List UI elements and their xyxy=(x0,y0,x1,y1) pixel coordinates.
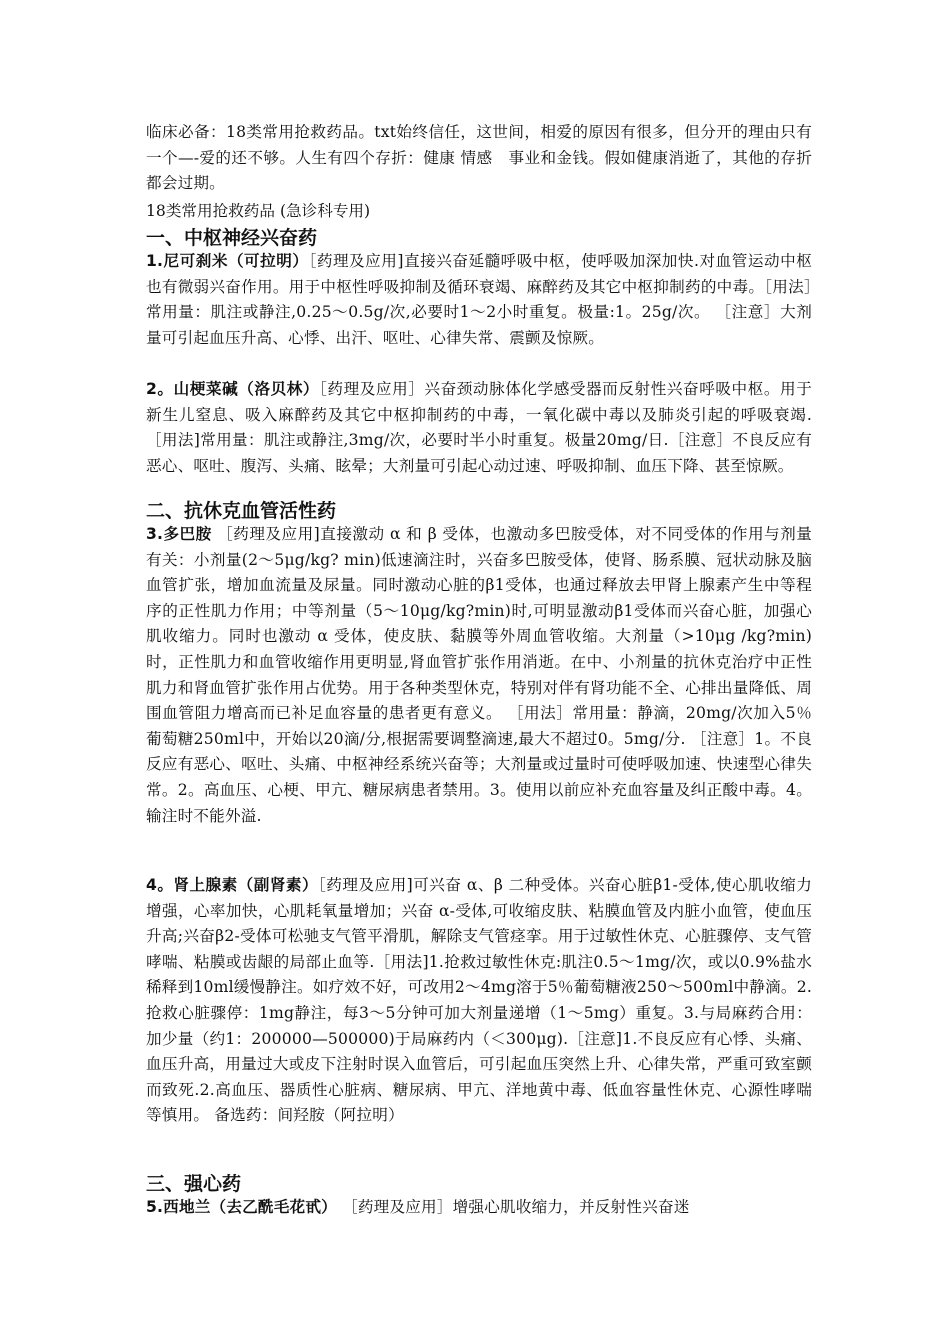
section-heading-cardiotonics: 三、强心药 xyxy=(146,1173,242,1195)
section-heading-cns-stimulants: 一、中枢神经兴奋药 xyxy=(146,227,318,249)
drug-description: ［药理及应用]可兴奋 α、β 二种受体。兴奋心脏β1-受体,使心肌收缩力增强，心率加快，心肌耗氧量增加；兴奋 α-受体,可收缩皮肤、粘膜血管及内脏小血管，使血压升高;兴奋β2-受体可松驰支气管平滑肌，解除支气管痉挛。用于过敏性休克、心脏骤停、支气管哮喘、粘膜或齿龈的局部止血等.［用法]1.抢救过敏性休克:肌注0.5～1mg/次，或以0.9%盐水稀释到10ml缓慢静注。如疗效不好，可改用2～4mg溶于5％葡萄糖液250～500ml中静滴。2.抢救心脏骤停：1mg静注，每3～5分钟可加大剂量递增（1～5mg）重复。3.与局麻药合用：加少量（约1：200000—500000)于局麻药内（＜300μg).［注意]1.不良反应有心悸、头痛、血压升高，用量过大或皮下注射时误入血管后，可引起血压突然上升、心律失常，严重可致室颤而致死.2.高血压、器质性心脏病、糖尿病、甲亢、洋地黄中毒、低血容量性休克、心源性哮喘等慎用。 备选药：间羟胺（阿拉明） xyxy=(146,876,812,1125)
drug-description: ［药理及应用］增强心肌收缩力，并反射性兴奋迷 xyxy=(336,1198,690,1216)
drug-name: 2。山梗菜碱（洛贝林） xyxy=(146,380,320,398)
drug-entry-lobeline xyxy=(146,377,812,479)
drug-name: 1.尼可刹米（可拉明） xyxy=(146,252,309,270)
drug-entry-epinephrine xyxy=(146,873,812,1129)
drug-description: ［药理及应用]直接兴奋延髓呼吸中枢，使呼吸加深加快.对血管运动中枢也有微弱兴奋作用。用于中枢性呼吸抑制及循环衰竭、麻醉药及其它中枢抑制药的中毒。［用法］常用量：肌注或静注,0.25～0.5g/次,必要时1～2小时重复。极量:1。25g/次。 ［注意］大剂量可引起血压升高、心悸、出汗、呕吐、心律失常、震颤及惊厥。 xyxy=(146,252,812,347)
section-heading-anti-shock-vasoactive: 二、抗休克血管活性药 xyxy=(146,500,337,522)
drug-name: 3.多巴胺 xyxy=(146,525,212,543)
drug-name: 5.西地兰（去乙酰毛花甙） xyxy=(146,1198,337,1216)
document-subtitle: 18类常用抢救药品 (急诊科专用) xyxy=(146,202,371,220)
drug-entry-deslanoside xyxy=(146,1195,812,1221)
drug-entry-dopamine xyxy=(146,522,812,829)
drug-description: ［药理及应用］兴奋颈动脉体化学感受器而反射性兴奋呼吸中枢。用于新生儿窒息、吸入麻醉药及其它中枢抑制药的中毒，一氧化碳中毒以及肺炎引起的呼吸衰竭.［用法]常用量：肌注或静注,3mg/次，必要时半小时重复。极量20mg/日.［注意］不良反应有恶心、呕吐、腹泻、头痛、眩晕；大剂量可引起心动过速、呼吸抑制、血压下降、甚至惊厥。 xyxy=(146,380,812,475)
drug-description: ［药理及应用]直接激动 α 和 β 受体，也激动多巴胺受体，对不同受体的作用与剂量有关：小剂量(2～5μg/kg? min)低速滴注时，兴奋多巴胺受体，使肾、肠系膜、冠状动脉及脑血管扩张，增加血流量及尿量。同时激动心脏的β1受体，也通过释放去甲肾上腺素产生中等程序的正性肌力作用；中等剂量（5～10μg/kg?min)时,可明显激动β1受体而兴奋心脏，加强心肌收缩力。同时也激动 α 受体，使皮肤、黏膜等外周血管收缩。大剂量（>10μg /kg?min)时，正性肌力和血管收缩作用更明显,肾血管扩张作用消逝。在中、小剂量的抗休克治疗中正性肌力和肾血管扩张作用占优势。用于各种类型休克，特别对伴有肾功能不全、心排出量降低、周围血管阻力增高而已补足血容量的患者更有意义。 ［用法］常用量：静滴，20mg/次加入5％葡萄糖250ml中，开始以20滴/分,根据需要调整滴速,最大不超过0。5mg/分. ［注意］1。不良反应有恶心、呕吐、头痛、中枢神经系统兴奋等；大剂量或过量时可使呼吸加速、快速型心律失常。2。高血压、心梗、甲亢、糖尿病患者禁用。3。使用以前应补充血容量及纠正酸中毒。4。输注时不能外溢. xyxy=(146,525,812,825)
intro-paragraph: 临床必备：18类常用抢救药品。txt始终信任，这世间，相爱的原因有很多，但分开的理由只有一个—-爱的还不够。人生有四个存折：健康 情感 事业和金钱。假如健康消逝了，其他的存折都会过期。 xyxy=(146,123,812,193)
drug-entry-nikethamide xyxy=(146,249,812,351)
drug-name: 4。肾上腺素（副肾素） xyxy=(146,876,319,894)
